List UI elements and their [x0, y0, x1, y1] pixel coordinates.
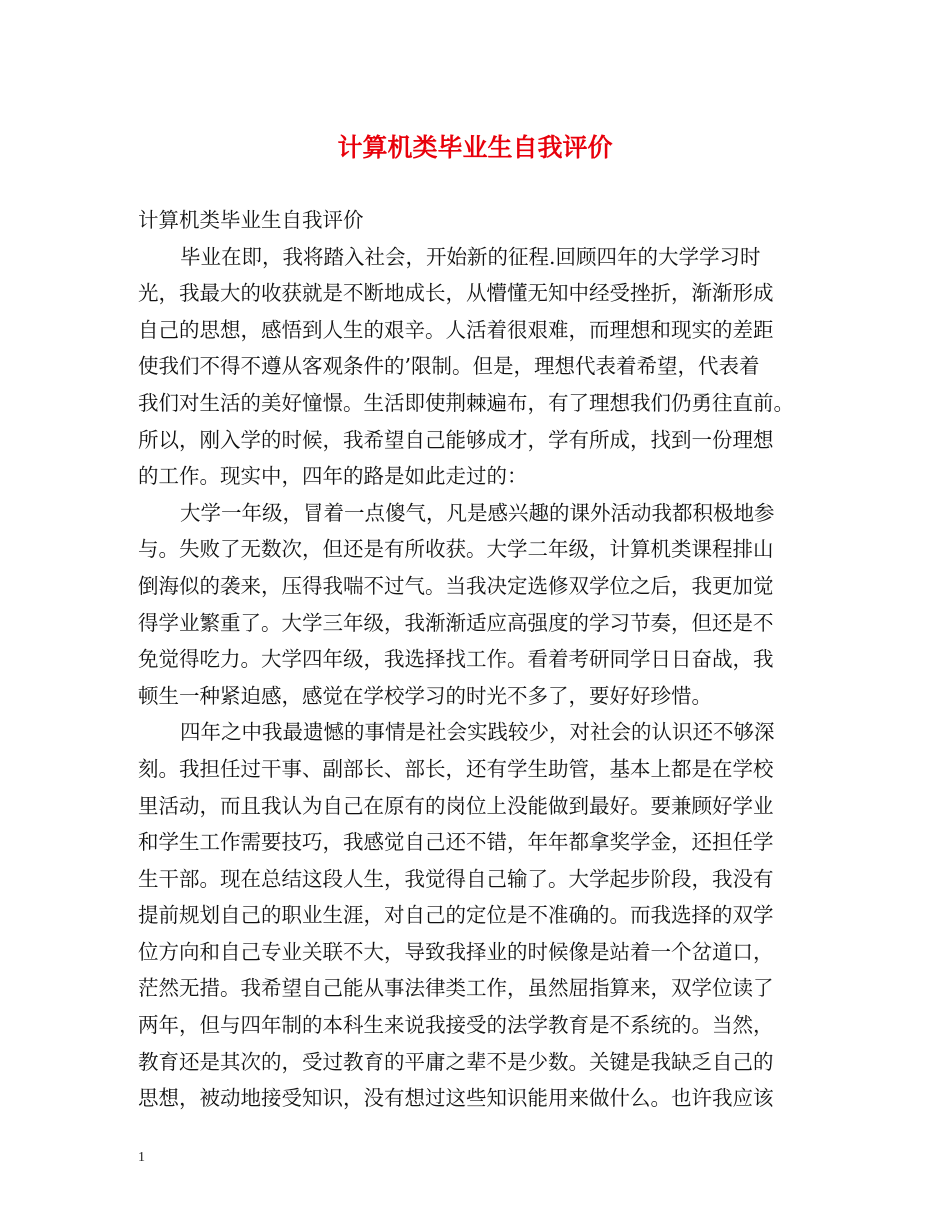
paragraph-1-line: 的工作。现实中，四年的路是如此走过的： — [138, 464, 528, 489]
paragraph-1-line: 光，我最大的收获就是不断地成长，从懵懂无知中经受挫折，渐渐形成 — [138, 281, 774, 306]
paragraph-2-line: 倒海似的袭来，压得我喘不过气。当我决定选修双学位之后，我更加觉 — [138, 573, 774, 598]
paragraph-3-line: 生干部。现在总结这段人生，我觉得自己输了。大学起步阶段，我没有 — [138, 866, 774, 891]
paragraph-2-line: 与。失败了无数次，但还是有所收获。大学二年级，计算机类课程排山 — [138, 537, 774, 562]
paragraph-3-line: 四年之中我最遗憾的事情是社会实践较少，对社会的认识还不够深 — [180, 720, 775, 745]
paragraph-3-line: 提前规划自己的职业生涯，对自己的定位是不准确的。而我选择的双学 — [138, 903, 774, 928]
paragraph-2-line: 顿生一种紧迫感，感觉在学校学习的时光不多了，要好好珍惜。 — [138, 683, 712, 708]
paragraph-3-line: 教育还是其次的，受过教育的平庸之辈不是少数。关键是我缺乏自己的 — [138, 1049, 774, 1074]
paragraph-3-line: 位方向和自己专业关联不大，导致我择业的时候像是站着一个岔道口， — [138, 939, 774, 964]
paragraph-3-line: 里活动，而且我认为自己在原有的岗位上没能做到最好。要兼顾好学业 — [138, 793, 774, 818]
paragraph-1-line: 毕业在即，我将踏入社会，开始新的征程.回顾四年的大学学习时 — [180, 244, 761, 269]
document-title: 计算机类毕业生自我评价 — [337, 133, 613, 162]
paragraph-2-line: 大学一年级，冒着一点傻气，凡是感兴趣的课外活动我都积极地参 — [180, 500, 775, 525]
paragraph-1-line: 所以，刚入学的时候，我希望自己能够成才，学有所成，找到一份理想 — [138, 427, 774, 452]
paragraph-2-line: 免觉得吃力。大学四年级，我选择找工作。看着考研同学日日奋战，我 — [138, 647, 774, 672]
paragraph-1-line: 自己的思想，感悟到人生的艰辛。人活着很艰难，而理想和现实的差距 — [138, 317, 774, 342]
paragraph-2-line: 得学业繁重了。大学三年级，我渐渐适应高强度的学习节奏，但还是不 — [138, 610, 774, 635]
page-number: 1 — [138, 1150, 145, 1165]
paragraph-3-line: 思想，被动地接受知识，没有想过这些知识能用来做什么。也许我应该 — [138, 1086, 774, 1111]
document-body — [138, 202, 822, 1117]
paragraph-3-line: 茫然无措。我希望自己能从事法律类工作，虽然屈指算来，双学位读了 — [138, 976, 774, 1001]
document-subtitle: 计算机类毕业生自我评价 — [138, 208, 364, 232]
paragraph-3-line: 两年，但与四年制的本科生来说我接受的法学教育是不系统的。当然， — [138, 1013, 774, 1038]
paragraph-3-line: 刻。我担任过干事、副部长、部长，还有学生助管，基本上都是在学校 — [138, 756, 774, 781]
paragraph-3-line: 和学生工作需要技巧，我感觉自己还不错，年年都拿奖学金，还担任学 — [138, 830, 774, 855]
paragraph-1-line: 我们对生活的美好憧憬。生活即使荆棘遍布，有了理想我们仍勇往直前。 — [138, 390, 794, 415]
paragraph-1-line: 使我们不得不遵从客观条件的’限制。但是，理想代表着希望，代表着 — [138, 354, 760, 379]
